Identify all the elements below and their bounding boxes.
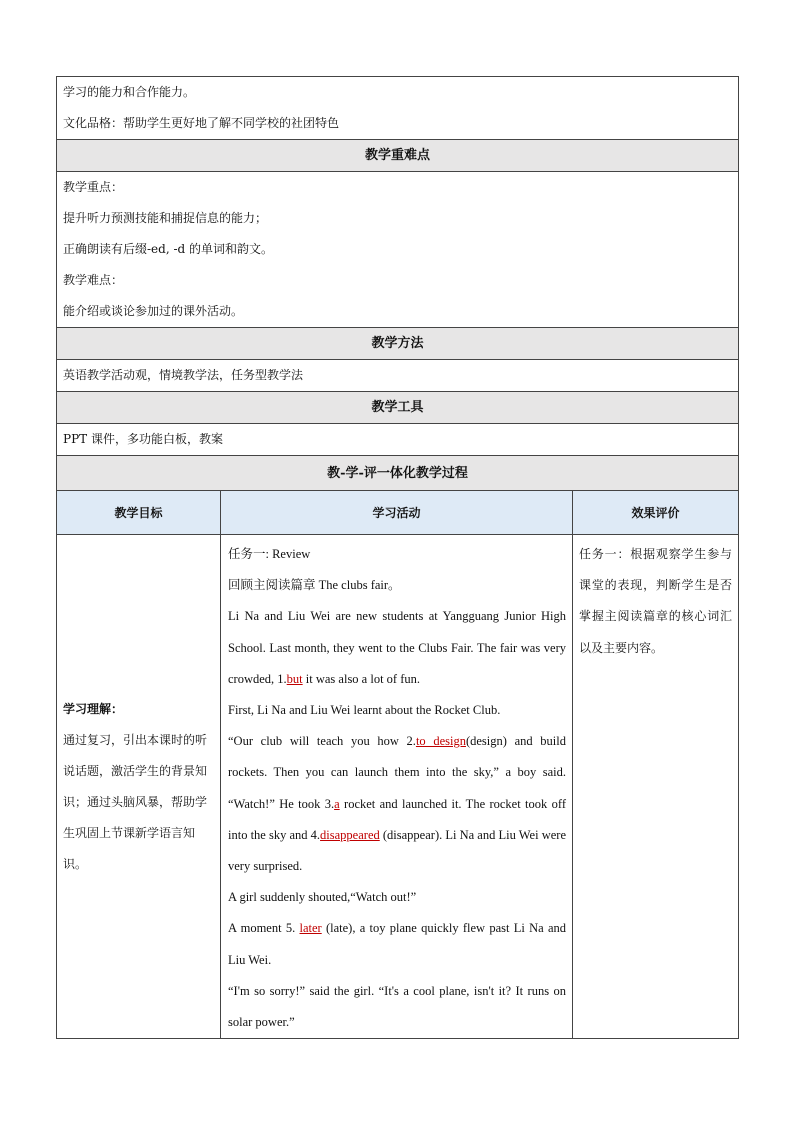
difficulty-cell xyxy=(57,172,739,328)
tools-text: PPT 课件，多功能白板，教案 xyxy=(57,424,739,456)
methods-heading: 教学方法 xyxy=(57,328,739,360)
answer-blank-2: to design xyxy=(415,734,466,749)
table-row xyxy=(57,392,739,424)
table-row xyxy=(57,140,739,172)
activity-cell xyxy=(221,535,573,1039)
lesson-plan-page xyxy=(56,76,738,1039)
passage-paragraph: “I'm so sorry!” said the girl. “It's a cool plane, isn't it? It runs on solar power.” xyxy=(228,983,566,1030)
difficult-point-line: 能介绍或谈论参加过的课外活动。 xyxy=(63,304,244,318)
table-row xyxy=(57,328,739,360)
column-header-goal: 教学目标 xyxy=(57,491,221,535)
answer-blank-3: a xyxy=(334,796,340,811)
answer-blank-5: later xyxy=(299,921,322,936)
table-row xyxy=(57,360,739,392)
methods-text: 英语教学活动观，情境教学法，任务型教学法 xyxy=(57,360,739,392)
passage-paragraph: A girl suddenly shouted,“Watch out!” xyxy=(228,890,417,905)
answer-blank-4: disappeared xyxy=(320,827,380,842)
key-point-line: 提升听力预测技能和捕捉信息的能力； xyxy=(63,211,268,225)
objective-line: 学习的能力和合作能力。 xyxy=(63,85,196,99)
process-heading: 教-学-评一体化教学过程 xyxy=(57,456,739,491)
answer-blank-1: but xyxy=(286,671,303,686)
goal-title: 学习理解： xyxy=(63,701,124,716)
passage-paragraph: First, Li Na and Liu Wei learnt about the Rocket Club. xyxy=(228,703,501,718)
table-row xyxy=(57,491,739,535)
goal-cell xyxy=(57,535,221,1039)
tools-heading: 教学工具 xyxy=(57,392,739,424)
passage-paragraph: “Our club will teach you how 2.to design(design) and build rockets. Then you can launch them into the sky,” a boy said. “Watch!” He took 3.a rocket and launched it. The rocket took off into the sky and 4.disappeared (disappear). Li Na and Liu Wei were very surprised. xyxy=(228,734,566,874)
evaluation-text: 任务一：根据观察学生参与课堂的表现，判断学生是否掌握主阅读篇章的核心词汇以及主要内容。 xyxy=(579,547,733,655)
passage-paragraph: A moment 5. later (late), a toy plane quickly flew past Li Na and Liu Wei. xyxy=(228,921,567,967)
table-row xyxy=(57,424,739,456)
evaluation-cell xyxy=(573,535,739,1039)
key-point-line: 正确朗读有后缀-ed, -d 的单词和韵文。 xyxy=(63,242,274,256)
table-row xyxy=(57,77,739,140)
difficulty-heading: 教学重难点 xyxy=(57,140,739,172)
goal-text: 通过复习，引出本课时的听说话题，激活学生的背景知识；通过头脑风暴，帮助学生巩固上节课新学语言知识。 xyxy=(63,732,208,871)
column-header-activity: 学习活动 xyxy=(221,491,573,535)
objectives-continued-cell xyxy=(57,77,739,140)
column-header-evaluation: 效果评价 xyxy=(573,491,739,535)
task-intro: 回顾主阅读篇章 The clubs fair。 xyxy=(228,578,401,593)
lesson-plan-table xyxy=(56,76,739,1039)
table-row xyxy=(57,535,739,1039)
table-row xyxy=(57,456,739,491)
difficult-points-label: 教学难点： xyxy=(63,273,124,287)
task-title: 任务一: Review xyxy=(228,547,311,561)
table-row xyxy=(57,172,739,328)
key-points-label: 教学重点： xyxy=(63,180,124,194)
passage-paragraph: Li Na and Liu Wei are new students at Yangguang Junior High School. Last month, they went to the Clubs Fair. The fair was very crowded, 1.but it was also a lot of fun. xyxy=(228,609,566,686)
culture-objective-line: 文化品格：帮助学生更好地了解不同学校的社团特色 xyxy=(63,116,340,130)
